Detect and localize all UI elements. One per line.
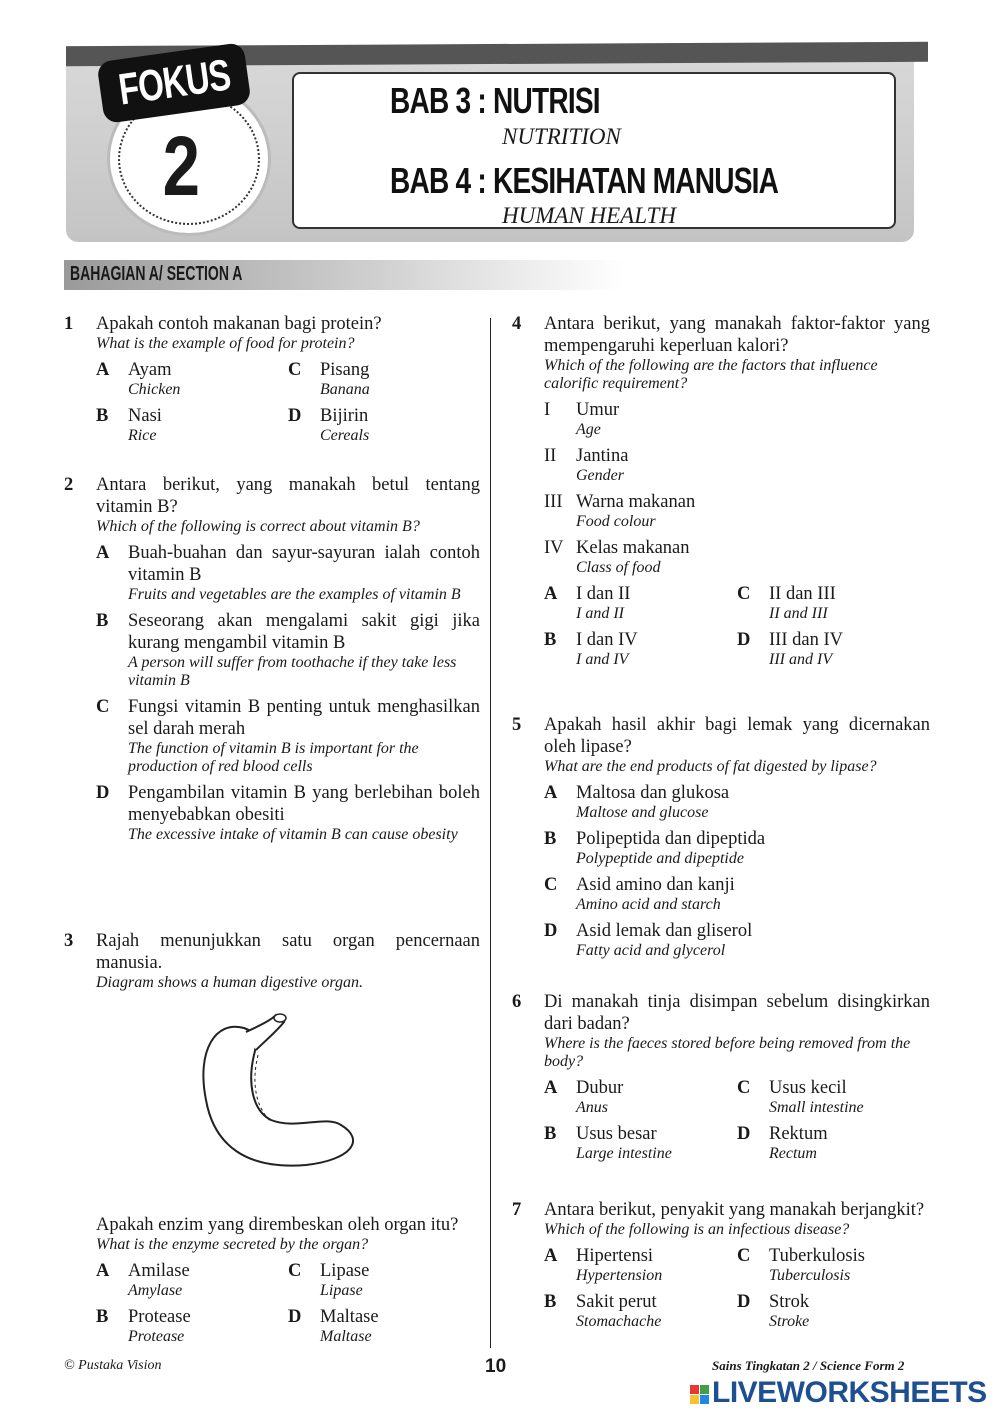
question-text: Apakah contoh makanan bagi protein? — [96, 314, 382, 334]
option-text — [769, 583, 836, 623]
option-b[interactable] — [96, 610, 480, 690]
publisher: © Pustaka Vision — [64, 1358, 162, 1373]
question-number: 5 — [512, 715, 522, 735]
option-malay: I dan IV — [576, 630, 638, 650]
option-b[interactable] — [96, 1306, 288, 1346]
question-body — [96, 474, 480, 844]
option-malay: Asid lemak dan gliserol — [576, 921, 753, 941]
statement-numeral: III — [544, 492, 563, 512]
option-text — [128, 1306, 191, 1346]
option-a[interactable] — [96, 359, 288, 399]
answer-options — [544, 583, 930, 669]
option-english: Amylase — [128, 1282, 183, 1299]
option-english: Cereals — [320, 427, 370, 444]
option-c[interactable] — [544, 874, 930, 914]
option-english: Protease — [128, 1328, 185, 1345]
option-letter: C — [544, 875, 558, 895]
option-text — [320, 1306, 379, 1346]
option-a[interactable] — [96, 1260, 288, 1300]
option-b[interactable] — [544, 1123, 737, 1163]
question-body — [96, 313, 480, 445]
option-d[interactable] — [96, 782, 480, 844]
option-malay: Bijirin — [320, 406, 369, 426]
option-letter: B — [544, 829, 557, 849]
statement-item — [544, 537, 930, 577]
option-english: II and III — [769, 605, 828, 622]
question-text-english: Which of the following is an infectious disease? — [544, 1221, 850, 1238]
option-malay: Maltase — [320, 1307, 379, 1327]
question-text-english: Diagram shows a human digestive organ. — [96, 974, 363, 991]
section-label: BAHAGIAN A/ SECTION A — [70, 263, 243, 285]
statement-text — [576, 399, 619, 439]
option-d[interactable] — [544, 920, 930, 960]
question-1 — [64, 313, 480, 445]
option-english: Fruits and vegetables are the examples of vitamin B — [128, 586, 461, 603]
option-malay: Nasi — [128, 406, 162, 426]
option-english: Lipase — [320, 1282, 363, 1299]
option-malay: Tuberkulosis — [769, 1246, 865, 1266]
question-text: Antara berikut, yang manakah betul tentang vitamin B? — [96, 475, 480, 517]
statement-text — [576, 537, 690, 577]
option-text — [320, 405, 369, 445]
option-text — [128, 405, 162, 445]
option-letter: A — [96, 1261, 110, 1281]
option-text — [576, 1123, 672, 1163]
option-text — [576, 874, 735, 914]
question-text: Antara berikut, yang manakah faktor-faktor yang mempengaruhi keperluan kalori? — [544, 314, 930, 356]
question-4 — [512, 313, 930, 669]
option-english: The excessive intake of vitamin B can cause obesity — [128, 826, 458, 843]
question-number: 6 — [512, 992, 522, 1012]
statement-english: Gender — [576, 467, 624, 484]
option-text — [320, 359, 370, 399]
option-letter: A — [544, 584, 558, 604]
statement-malay: Jantina — [576, 446, 629, 466]
option-english: Tuberculosis — [769, 1267, 851, 1284]
option-c[interactable] — [737, 1245, 930, 1285]
option-malay: Amilase — [128, 1261, 190, 1281]
statement-item — [544, 399, 930, 439]
option-malay: Dubur — [576, 1078, 624, 1098]
option-letter: D — [737, 1292, 751, 1312]
statement-malay: Warna makanan — [576, 492, 696, 512]
option-text — [128, 696, 480, 776]
option-d[interactable] — [737, 629, 930, 669]
answer-options — [96, 1260, 480, 1346]
option-malay: Sakit perut — [576, 1292, 657, 1312]
option-english: Maltase — [320, 1328, 372, 1345]
chapter-4-english: HUMAN HEALTH — [502, 203, 676, 228]
question-text: Antara berikut, penyakit yang manakah berjangkit? — [544, 1200, 925, 1220]
option-english: Anus — [576, 1099, 608, 1116]
question-number: 1 — [64, 314, 74, 334]
option-malay: Polipeptida dan dipeptida — [576, 829, 766, 849]
option-malay: II dan III — [769, 584, 836, 604]
option-malay: Pisang — [320, 360, 370, 380]
option-text — [769, 629, 843, 669]
option-malay: Pengambilan vitamin B yang berlebihan boleh menyebabkan obesiti — [128, 783, 480, 825]
option-malay: Usus kecil — [769, 1078, 847, 1098]
option-text — [320, 1260, 369, 1300]
statement-item — [544, 491, 930, 531]
option-d[interactable] — [737, 1123, 930, 1163]
question-7 — [512, 1199, 930, 1331]
question-body — [544, 1199, 930, 1331]
question-2 — [64, 474, 480, 850]
option-text — [576, 629, 638, 669]
statement-malay: Umur — [576, 400, 620, 420]
option-a[interactable] — [544, 583, 737, 623]
option-english: Maltose and glucose — [576, 804, 709, 821]
option-text — [576, 920, 752, 960]
focus-number: 2 — [162, 119, 201, 213]
question-3 — [64, 930, 480, 1346]
option-d[interactable] — [288, 405, 480, 445]
answer-options — [544, 1077, 930, 1163]
option-b[interactable] — [544, 1291, 737, 1331]
liveworksheets-logo-icon — [690, 1385, 709, 1404]
statement-text — [576, 445, 628, 485]
option-text — [769, 1123, 828, 1163]
option-malay: Asid amino dan kanji — [576, 875, 735, 895]
stomach-diagram — [166, 1010, 480, 1196]
question-body — [544, 313, 930, 669]
option-c[interactable] — [288, 1260, 480, 1300]
question-6 — [512, 991, 930, 1163]
option-text — [769, 1291, 809, 1331]
option-letter: B — [544, 1124, 557, 1144]
section-heading — [64, 260, 624, 290]
option-english: Banana — [320, 381, 370, 398]
option-malay: Fungsi vitamin B penting untuk menghasilkan sel darah merah — [128, 697, 480, 739]
option-letter: C — [288, 1261, 302, 1281]
option-letter: A — [544, 783, 558, 803]
option-text — [576, 583, 630, 623]
question-number: 3 — [64, 931, 74, 951]
question-number: 7 — [512, 1200, 522, 1220]
option-letter: B — [544, 1292, 557, 1312]
statement-text — [576, 491, 695, 531]
statement-malay: Kelas makanan — [576, 538, 690, 558]
statement-english: Class of food — [576, 559, 661, 576]
option-letter: B — [544, 630, 557, 650]
option-english: Stroke — [769, 1313, 810, 1330]
option-malay: Strok — [769, 1292, 810, 1312]
option-english: Small intestine — [769, 1099, 864, 1116]
option-english: A person will suffer from toothache if they take less vitamin B — [128, 654, 457, 689]
option-a[interactable] — [96, 542, 480, 604]
question-number: 2 — [64, 475, 74, 495]
option-malay: I dan II — [576, 584, 631, 604]
option-malay: Usus besar — [576, 1124, 657, 1144]
option-english: Rice — [128, 427, 157, 444]
focus-word: FOKUS — [115, 50, 234, 115]
option-english: Stomachache — [576, 1313, 662, 1330]
answer-options — [96, 359, 480, 445]
option-a[interactable] — [544, 1245, 737, 1285]
option-malay: Rektum — [769, 1124, 828, 1144]
option-letter: C — [737, 1078, 751, 1098]
option-english: Chicken — [128, 381, 181, 398]
option-letter: D — [737, 1124, 751, 1144]
option-english: Fatty acid and glycerol — [576, 942, 726, 959]
question-body — [96, 930, 480, 1346]
option-letter: D — [96, 783, 110, 803]
question-text-english: Which of the following is correct about vitamin B? — [96, 518, 420, 535]
liveworksheets-watermark — [690, 1376, 987, 1410]
option-letter: A — [96, 360, 110, 380]
option-text — [128, 782, 480, 844]
question-body — [544, 714, 930, 960]
option-text — [128, 542, 480, 604]
question-text-english: Where is the faeces stored before being removed from the body? — [544, 1035, 911, 1070]
option-text — [769, 1077, 864, 1117]
answer-options — [544, 1245, 930, 1331]
question-text-english: What are the end products of fat digested by lipase? — [544, 758, 877, 775]
option-english: Amino acid and starch — [576, 896, 721, 913]
option-english: Large intestine — [576, 1145, 672, 1162]
option-letter: D — [737, 630, 751, 650]
watermark-text: LIVEWORKSHEETS — [712, 1376, 987, 1409]
statement-english: Age — [576, 421, 601, 438]
option-malay: Hipertensi — [576, 1246, 654, 1266]
question-text: Apakah hasil akhir bagi lemak yang dicernakan oleh lipase? — [544, 715, 930, 757]
option-text — [576, 1077, 623, 1117]
question-text: Di manakah tinja disimpan sebelum disingkirkan dari badan? — [544, 992, 930, 1034]
option-c[interactable] — [737, 583, 930, 623]
option-c[interactable] — [96, 696, 480, 776]
option-malay: III dan IV — [769, 630, 843, 650]
question-number: 4 — [512, 314, 522, 334]
statement-item — [544, 445, 930, 485]
option-b[interactable] — [96, 405, 288, 445]
option-letter: A — [544, 1078, 558, 1098]
option-letter: B — [96, 406, 109, 426]
book-title: Sains Tingkatan 2 / Science Form 2 — [712, 1358, 905, 1373]
option-b[interactable] — [544, 828, 930, 868]
chapter-3-english: NUTRITION — [502, 124, 621, 149]
option-malay: Buah-buahan dan sayur-sayuran ialah contoh vitamin B — [128, 543, 480, 585]
option-letter: B — [96, 1307, 109, 1327]
question-text: Rajah menunjukkan satu organ pencernaan manusia. — [96, 931, 480, 973]
option-letter: A — [96, 543, 110, 563]
option-text — [576, 828, 765, 868]
option-b[interactable] — [544, 629, 737, 669]
option-letter: D — [544, 921, 558, 941]
option-malay: Seseorang akan mengalami sakit gigi jika kurang mengambil vitamin B — [128, 611, 480, 653]
option-text — [576, 782, 729, 822]
option-malay: Maltosa dan glukosa — [576, 783, 730, 803]
option-a[interactable] — [544, 782, 930, 822]
question-body — [544, 991, 930, 1163]
question-text-english: Which of the following are the factors that influence calorific requirement? — [544, 357, 878, 392]
question-prompt: Apakah enzim yang dirembeskan oleh organ itu? — [96, 1215, 459, 1235]
statement-english: Food colour — [576, 513, 656, 530]
option-text — [128, 1260, 190, 1300]
option-english: The function of vitamin B is important for the production of red blood cells — [128, 740, 419, 775]
option-a[interactable] — [544, 1077, 737, 1117]
statement-numeral: II — [544, 446, 557, 466]
option-english: Hypertension — [576, 1267, 663, 1284]
option-english: Rectum — [769, 1145, 817, 1162]
option-letter: C — [737, 584, 751, 604]
column-divider — [490, 318, 491, 1348]
option-letter: A — [544, 1246, 558, 1266]
option-c[interactable] — [288, 359, 480, 399]
option-d[interactable] — [737, 1291, 930, 1331]
option-english: I and II — [576, 605, 624, 622]
chapter-3-title: BAB 3 : NUTRISI — [390, 80, 600, 121]
statement-numeral: I — [544, 400, 551, 420]
statement-numeral: IV — [544, 538, 564, 558]
option-malay: Lipase — [320, 1261, 370, 1281]
option-letter: D — [288, 406, 302, 426]
option-english: Polypeptide and dipeptide — [576, 850, 744, 867]
page-number: 10 — [485, 1356, 507, 1377]
option-text — [128, 359, 180, 399]
chapter-4-title: BAB 4 : KESIHATAN MANUSIA — [390, 160, 779, 201]
question-prompt-english: What is the enzyme secreted by the organ? — [96, 1236, 369, 1253]
option-d[interactable] — [288, 1306, 480, 1346]
option-c[interactable] — [737, 1077, 930, 1117]
answer-options — [544, 782, 930, 960]
option-malay: Protease — [128, 1307, 191, 1327]
option-text — [576, 1291, 661, 1331]
chapter-title-box — [292, 72, 896, 229]
option-text — [576, 1245, 662, 1285]
option-text — [769, 1245, 865, 1285]
option-english: III and IV — [769, 651, 833, 668]
option-english: I and IV — [576, 651, 629, 668]
answer-options — [96, 542, 480, 844]
option-text — [128, 610, 480, 690]
option-letter: C — [96, 697, 110, 717]
question-text-english: What is the example of food for protein? — [96, 335, 355, 352]
option-malay: Ayam — [128, 360, 172, 380]
question-5 — [512, 714, 930, 966]
option-letter: B — [96, 611, 109, 631]
option-letter: C — [737, 1246, 751, 1266]
option-letter: D — [288, 1307, 302, 1327]
option-letter: C — [288, 360, 302, 380]
